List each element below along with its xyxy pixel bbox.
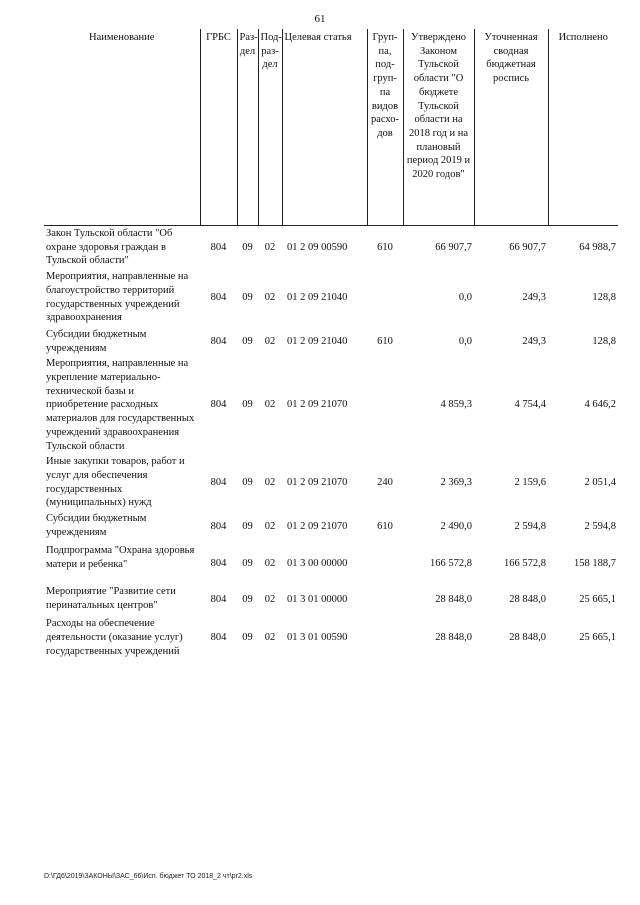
- cell-gruppa: 610: [377, 335, 393, 347]
- cell-razdel: 09: [242, 292, 253, 304]
- cell-gruppa: 240: [377, 476, 393, 488]
- footer-file-path: D:\ГД6\2019\ЗАКОНЫ\ЗАС_66\Исп. бюджет ТО 2018_2 чт\pr2.xls: [44, 873, 253, 880]
- cell-utverzhdeno: 28 848,0: [435, 631, 472, 643]
- table-row: [44, 226, 618, 270]
- cell-utochnennaya: 28 848,0: [509, 631, 546, 643]
- cell-name: Мероприятия, направленные на благоустройство территорий государственных учреждений здравоохранения: [46, 271, 189, 324]
- cell-ispolneno: 25 665,1: [579, 631, 616, 643]
- header-name: Наименование: [44, 29, 200, 226]
- cell-ispolneno: 128,8: [592, 292, 616, 304]
- cell-utverzhdeno: 2 369,3: [440, 476, 472, 488]
- cell-name: Подпрограмма "Охрана здоровья матери и ребенка": [46, 545, 195, 571]
- cell-gruppa: 610: [377, 241, 393, 253]
- cell-celevaya: 01 2 09 21070: [287, 399, 348, 411]
- cell-grbs: 804: [210, 241, 227, 253]
- cell-grbs: 804: [210, 594, 227, 606]
- cell-ispolneno: 158 188,7: [574, 557, 616, 569]
- cell-razdel: 09: [242, 521, 253, 533]
- cell-celevaya: 01 2 09 21040: [287, 335, 348, 347]
- header-ispolneno: Исполнено: [548, 29, 618, 226]
- cell-name: Расходы на обеспечение деятельности (оказание услуг) государственных учреждений: [46, 618, 183, 657]
- cell-grbs: 804: [210, 521, 227, 533]
- cell-name: Субсидии бюджетным учреждениям: [46, 328, 147, 354]
- cell-utverzhdeno: 28 848,0: [435, 594, 472, 606]
- cell-utverzhdeno: 0,0: [458, 335, 472, 347]
- table-row: [44, 543, 618, 583]
- cell-razdel: 09: [242, 476, 253, 488]
- cell-ispolneno: 2 051,4: [584, 476, 616, 488]
- header-razdel: Раз-дел: [237, 29, 258, 226]
- table-row: [44, 584, 618, 616]
- cell-name: Мероприятия, направленные на укрепление материально-технической базы и приобретение расходных материалов для государственных учреждений здравоохранения Тульской области: [46, 358, 195, 452]
- cell-podrazdel: 02: [264, 476, 276, 488]
- cell-utochnennaya: 249,3: [522, 335, 546, 347]
- cell-gruppa: [367, 543, 403, 583]
- cell-name: Мероприятие "Развитие сети перинатальных центров": [46, 585, 176, 611]
- table-row: [44, 356, 618, 454]
- header-utochnennaya: Уточненная сводная бюджетная роспись: [474, 29, 548, 226]
- table-row: [44, 454, 618, 511]
- cell-razdel: 09: [242, 335, 253, 347]
- cell-ispolneno: 25 665,1: [579, 594, 616, 606]
- table-row: [44, 269, 618, 327]
- cell-razdel: 09: [242, 594, 253, 606]
- cell-gruppa: [367, 356, 403, 454]
- cell-celevaya: 01 2 09 21040: [287, 292, 348, 304]
- cell-utverzhdeno: 166 572,8: [430, 557, 472, 569]
- cell-name: Закон Тульской области "Об охране здоровья граждан в Тульской области": [46, 228, 173, 267]
- cell-ispolneno: 2 594,8: [584, 521, 616, 533]
- table-header-row: [44, 29, 618, 226]
- cell-celevaya: 01 2 09 21070: [287, 476, 348, 488]
- cell-name: Иные закупки товаров, работ и услуг для обеспечения государственных (муниципальных) нужд: [46, 456, 185, 509]
- cell-utochnennaya: 28 848,0: [509, 594, 546, 606]
- cell-razdel: 09: [242, 557, 253, 569]
- cell-razdel: 09: [242, 399, 253, 411]
- header-podrazdel: Под-раз-дел: [258, 29, 282, 226]
- cell-podrazdel: 02: [264, 335, 276, 347]
- cell-podrazdel: 02: [264, 557, 276, 569]
- cell-ispolneno: 64 988,7: [579, 241, 616, 253]
- cell-podrazdel: 02: [264, 594, 276, 606]
- table-row: [44, 511, 618, 543]
- cell-gruppa: [367, 616, 403, 659]
- cell-utverzhdeno: 4 859,3: [440, 399, 472, 411]
- cell-utochnennaya: 166 572,8: [504, 557, 546, 569]
- cell-celevaya: 01 2 09 00590: [287, 241, 348, 253]
- cell-grbs: 804: [210, 631, 227, 643]
- cell-podrazdel: 02: [264, 631, 276, 643]
- cell-grbs: 804: [210, 335, 227, 347]
- cell-utochnennaya: 66 907,7: [509, 241, 546, 253]
- cell-gruppa: [367, 584, 403, 616]
- cell-razdel: 09: [242, 631, 253, 643]
- cell-razdel: 09: [242, 241, 253, 253]
- header-grbs: ГРБС: [200, 29, 237, 226]
- header-gruppa: Груп-па, под-груп-па видов расхо-дов: [367, 29, 403, 226]
- cell-grbs: 804: [210, 399, 227, 411]
- cell-grbs: 804: [210, 476, 227, 488]
- cell-gruppa: [367, 269, 403, 327]
- header-celevaya: Целевая статья: [282, 29, 367, 226]
- budget-table: [44, 29, 618, 659]
- cell-utochnennaya: 4 754,4: [514, 399, 546, 411]
- cell-celevaya: 01 3 01 00590: [287, 631, 348, 643]
- cell-podrazdel: 02: [264, 241, 276, 253]
- cell-celevaya: 01 2 09 21070: [287, 521, 348, 533]
- cell-ispolneno: 128,8: [592, 335, 616, 347]
- cell-grbs: 804: [210, 292, 227, 304]
- table-row: [44, 327, 618, 356]
- cell-celevaya: 01 3 01 00000: [287, 594, 348, 606]
- cell-utverzhdeno: 66 907,7: [435, 241, 472, 253]
- cell-podrazdel: 02: [264, 521, 276, 533]
- cell-utochnennaya: 2 594,8: [514, 521, 546, 533]
- header-utverzhdeno: Утверждено Законом Тульской области "О бюджете Тульской области на 2018 год и на плановый период 2019 и 2020 годов": [403, 29, 474, 226]
- cell-utverzhdeno: 2 490,0: [440, 521, 472, 533]
- cell-podrazdel: 02: [264, 292, 276, 304]
- table-row: [44, 616, 618, 659]
- page-number: 61: [314, 13, 326, 25]
- cell-utochnennaya: 249,3: [522, 292, 546, 304]
- cell-utochnennaya: 2 159,6: [514, 476, 546, 488]
- cell-grbs: 804: [210, 557, 227, 569]
- cell-gruppa: 610: [377, 521, 393, 533]
- cell-podrazdel: 02: [264, 399, 276, 411]
- cell-celevaya: 01 3 00 00000: [287, 557, 348, 569]
- cell-utverzhdeno: 0,0: [458, 292, 472, 304]
- cell-ispolneno: 4 646,2: [584, 399, 616, 411]
- cell-name: Субсидии бюджетным учреждениям: [46, 513, 147, 538]
